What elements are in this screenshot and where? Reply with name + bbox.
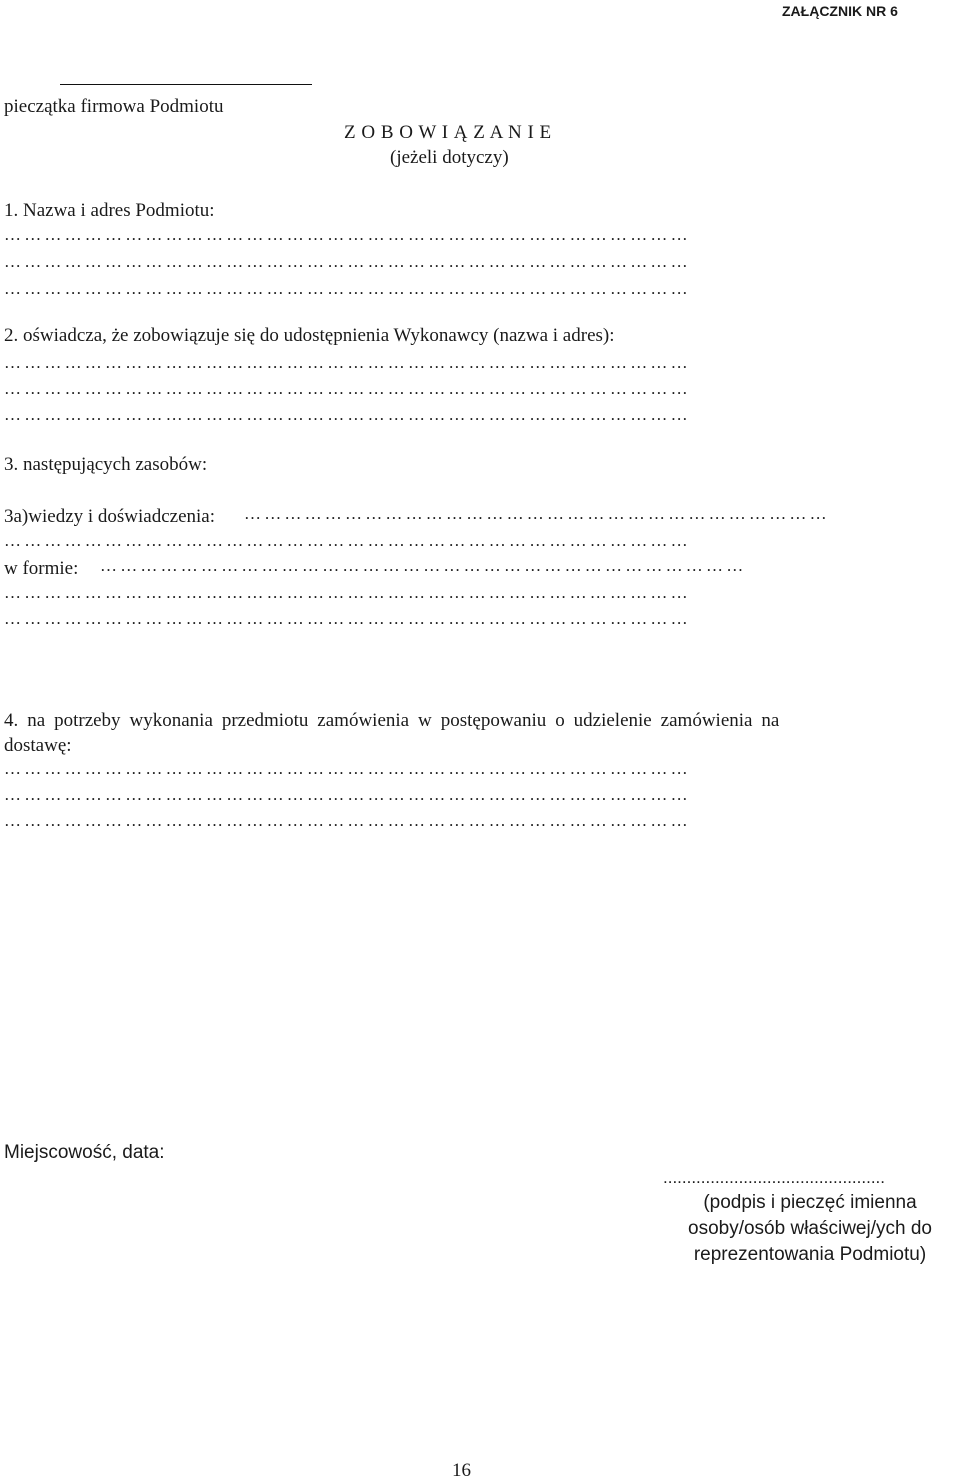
- fill-line: …………………………………………………………………………………………: [4, 252, 691, 271]
- signature-caption-line-3: reprezentowania Podmiotu): [693, 1244, 927, 1265]
- attachment-label: ZAŁĄCZNIK NR 6: [782, 3, 898, 19]
- fill-line: …………………………………………………………………………………………: [4, 609, 691, 628]
- document-subtitle: (jeżeli dotyczy): [390, 147, 509, 168]
- fill-line: …………………………………………………………………………………………: [4, 583, 691, 602]
- place-date-label: Miejscowość, data:: [4, 1142, 165, 1163]
- fill-line: ……………………………………………………………………………: [244, 504, 830, 523]
- fill-line: …………………………………………………………………………………………: [4, 225, 691, 244]
- form-label: w formie:: [4, 558, 79, 579]
- fill-line: …………………………………………………………………………………………: [4, 379, 691, 398]
- signature-dots: ...............................................: [663, 1168, 885, 1187]
- section-4-line-1: 4. na potrzeby wykonania przedmiotu zamówienia w postępowaniu o udzielenie zamówienia na: [4, 710, 780, 731]
- document-title: Z O B O W I Ą Z A N I E: [344, 122, 552, 143]
- section-1-label: 1. Nazwa i adres Podmiotu:: [4, 200, 215, 221]
- section-3a-label: 3a)wiedzy i doświadczenia:: [4, 506, 216, 527]
- fill-line: ……………………………………………………………………………………: [100, 556, 747, 575]
- fill-line: …………………………………………………………………………………………: [4, 759, 691, 778]
- signature-caption-line-1: (podpis i pieczęć imienna: [703, 1192, 917, 1213]
- fill-line: …………………………………………………………………………………………: [4, 811, 691, 830]
- section-3-label: 3. następujących zasobów:: [4, 454, 208, 475]
- fill-line: …………………………………………………………………………………………: [4, 531, 691, 550]
- stamp-line: [60, 84, 312, 85]
- section-2-label: 2. oświadcza, że zobowiązuje się do udostępnienia Wykonawcy (nazwa i adres):: [4, 325, 615, 346]
- signature-caption-line-2: osoby/osób właściwej/ych do: [688, 1218, 932, 1239]
- fill-line: …………………………………………………………………………………………: [4, 405, 691, 424]
- stamp-label: pieczątka firmowa Podmiotu: [4, 96, 224, 117]
- page-number: 16: [452, 1460, 471, 1481]
- section-4-line-2: dostawę:: [4, 735, 72, 756]
- fill-line: …………………………………………………………………………………………: [4, 785, 691, 804]
- fill-line: …………………………………………………………………………………………: [4, 279, 691, 298]
- fill-line: …………………………………………………………………………………………: [4, 353, 691, 372]
